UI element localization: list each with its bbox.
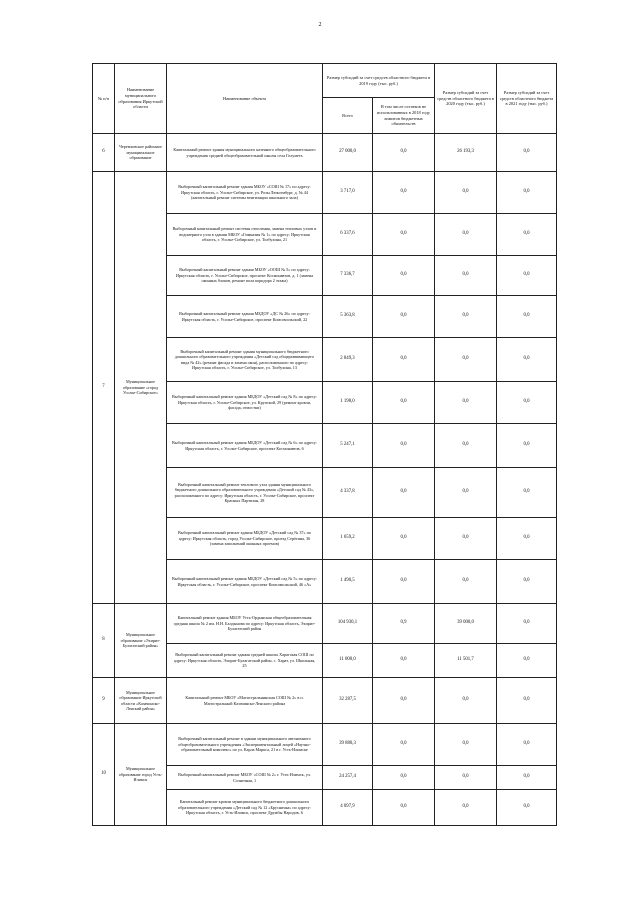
- subsidy-2020: 0,0: [435, 214, 497, 256]
- subsidy-2021: 0,0: [497, 518, 557, 560]
- subsidy-2021: 0,0: [497, 338, 557, 382]
- header-row-1: [93, 64, 557, 98]
- subsidy-2021: 0,0: [497, 644, 557, 678]
- subsidy-2019-total: 1 659,2: [323, 518, 373, 560]
- subsidy-2019-unused: 0,0: [373, 468, 435, 518]
- subsidy-2021: 0,0: [497, 790, 557, 826]
- municipality-name: Муниципальное образование Иркутской области «Казачинско-Ленский район»: [115, 678, 167, 724]
- table-row: [93, 172, 557, 214]
- subsidy-2019-unused: 0,0: [373, 172, 435, 214]
- subsidy-2020: 0,0: [435, 790, 497, 826]
- header-total: Всего: [323, 98, 373, 134]
- subsidy-2021: 0,0: [497, 468, 557, 518]
- subsidy-2021: 0,0: [497, 604, 557, 644]
- object-name: Выборочный капитальный ремонт здания средней школы Харатская СОШ по адресу: Иркутская область, Эхирит-Булагатский район, с. Харат, ул. Школьная, 25: [167, 644, 323, 678]
- subsidy-2019-unused: 0,0: [373, 790, 435, 826]
- subsidy-2019-unused: 0,0: [373, 424, 435, 468]
- subsidy-2019-unused: 0,0: [373, 256, 435, 296]
- subsidy-2019-total: 4 337,8: [323, 468, 373, 518]
- header-subsidy-2021: Размер субсидий за счет средств областного бюджета в 2021 году (тыс. руб.): [497, 64, 557, 134]
- subsidy-2020: 0,0: [435, 296, 497, 338]
- subsidy-2019-total: 39 880,3: [323, 724, 373, 766]
- subsidy-2020: 0,0: [435, 678, 497, 724]
- subsidy-2019-unused: 0,9: [373, 604, 435, 644]
- subsidy-2020: 0,0: [435, 338, 497, 382]
- subsidy-2021: 0,0: [497, 424, 557, 468]
- header-num: № п/п: [93, 64, 115, 134]
- object-name: Выборочный капитальный ремонт здания МБДОУ «ДС № 26» по адресу: Иркутская область, г. Усолье-Сибирское, проспект Комсомольский, 22: [167, 296, 323, 338]
- subsidy-2021: 0,0: [497, 766, 557, 790]
- object-name: Выборочный капитальный ремонт МБОУ «СОШ № 2» г. Усть-Илимск, ул. Солнечная, 1: [167, 766, 323, 790]
- municipality-name: Черемховское районное муниципальное образование: [115, 134, 167, 172]
- subsidy-2020: 0,0: [435, 560, 497, 604]
- subsidy-2019-unused: 0,0: [373, 382, 435, 424]
- subsidy-2019-total: 5 363,8: [323, 296, 373, 338]
- object-name: Капитальный ремонт кровли муниципального бюджетного дошкольного образовательного учреждения «Детский сад № 12 «Брусничка» по адресу: Иркутская область, г. Усть-Илимск, проспект Дружбы Народов, 6: [167, 790, 323, 826]
- object-name: Выборочный капитальный ремонт здания МБОУ «ООШ № 5» по адресу: Иркутская область, г. Усолье-Сибирское, проспект Космонавтов, д. 1 (замена оконных блоков, ремонт пола коридора 2 этажа): [167, 256, 323, 296]
- subsidy-2020: 0,0: [435, 468, 497, 518]
- page-number: 2: [318, 22, 322, 28]
- subsidy-2019-unused: 0,0: [373, 560, 435, 604]
- subsidy-2020: 0,0: [435, 424, 497, 468]
- subsidy-2020: 0,0: [435, 256, 497, 296]
- subsidy-2020: 0,0: [435, 518, 497, 560]
- subsidy-2019-total: 2 849,3: [323, 338, 373, 382]
- subsidy-2019-total: 11 000,0: [323, 644, 373, 678]
- row-number: 9: [93, 678, 115, 724]
- table-row: [93, 724, 557, 766]
- subsidy-2021: 0,0: [497, 214, 557, 256]
- object-name: Капитальный ремонт МБОУ «Магистральнинская СОШ № 2» в п. Магистральный Казачинско-Ленского района: [167, 678, 323, 724]
- subsidy-2019-unused: 0,0: [373, 766, 435, 790]
- subsidy-2020: 39 000,0: [435, 604, 497, 644]
- subsidy-2019-unused: 0,0: [373, 338, 435, 382]
- subsidy-2019-total: 3 717,0: [323, 172, 373, 214]
- row-number: 10: [93, 724, 115, 826]
- header-subsidy-2019: Размер субсидий за счет средств областного бюджета в 2019 году (тыс. руб.): [323, 64, 435, 98]
- subsidy-2019-total: 32 287,5: [323, 678, 373, 724]
- header-municipality: Наименование муниципального образования Иркутской области: [115, 64, 167, 134]
- subsidy-2021: 0,0: [497, 296, 557, 338]
- municipality-name: Муниципальное образование «Эхирит-Булагатский район»: [115, 604, 167, 678]
- row-number: 6: [93, 134, 115, 172]
- table-row: [93, 134, 557, 172]
- object-name: Выборочный капитальный ремонт здания МБОУ «СОШ № 17» по адресу: Иркутская область, г. Усолье-Сибирское, ул. Розы Люксембург, д. № 44 (капитальный ремонт системы вентиляции школьного зала): [167, 172, 323, 214]
- subsidy-2019-total: 1 490,5: [323, 560, 373, 604]
- row-number: 7: [93, 172, 115, 604]
- subsidy-2020: 0,0: [435, 382, 497, 424]
- subsidy-2019-unused: 0,0: [373, 296, 435, 338]
- subsidy-2019-unused: 0,0: [373, 214, 435, 256]
- subsidy-2020: 0,0: [435, 172, 497, 214]
- municipality-name: Муниципальное образование «город Усолье-Сибирское»: [115, 172, 167, 604]
- subsidy-2019-unused: 0,0: [373, 678, 435, 724]
- subsidy-2019-total: 24 257,4: [323, 766, 373, 790]
- subsidy-2021: 0,0: [497, 560, 557, 604]
- subsidy-2021: 0,0: [497, 678, 557, 724]
- object-name: Выборочный капитальный ремонт здания муниципального бюджетного дошкольного образовательного учреждения «Детский сад общеразвивающего вида № 42» (ремонт фасада и замена окон), расположенного по адресу: Иркутская область, г. Усолье-Сибирское, ул. Толбухина, 13: [167, 338, 323, 382]
- subsidy-2020: 0,0: [435, 724, 497, 766]
- table-row: [93, 604, 557, 644]
- header-subsidy-2020: Размер субсидий за счет средств областного бюджета в 2020 году (тыс. руб.): [435, 64, 497, 134]
- subsidy-2021: 0,0: [497, 382, 557, 424]
- subsidy-2019-total: 7 336,7: [323, 256, 373, 296]
- municipality-name: Муниципальное образование город Усть-Илимск: [115, 724, 167, 826]
- subsidy-2020: 26 193,3: [435, 134, 497, 172]
- header-object: Наименование объекта: [167, 64, 323, 134]
- subsidy-2020: 11 501,7: [435, 644, 497, 678]
- subsidy-table: [92, 63, 557, 826]
- header-including-unused: В том числе остатков не использованных в 2018 году лимитов бюджетных обязательств: [373, 98, 435, 134]
- row-number: 8: [93, 604, 115, 678]
- subsidy-2020: 0,0: [435, 766, 497, 790]
- subsidy-2019-total: 5 247,1: [323, 424, 373, 468]
- subsidy-2019-unused: 0,0: [373, 644, 435, 678]
- subsidy-2019-unused: 0,0: [373, 518, 435, 560]
- subsidy-2019-unused: 0,0: [373, 724, 435, 766]
- subsidy-2019-total: 104 930,1: [323, 604, 373, 644]
- subsidy-2019-unused: 0,0: [373, 134, 435, 172]
- object-name: Капитальный ремонт здания МБОУ Усть-Ордынская общеобразовательная средняя школа № 2 им. Н.Н. Балдынова по адресу: Иркутская область, Эхирит-Булагатский район: [167, 604, 323, 644]
- subsidy-2021: 0,0: [497, 724, 557, 766]
- object-name: Выборочный капитальный ремонт здания МБДОУ «Детский сад № 5» по адресу: Иркутская область, г. Усолье-Сибирское, проспект Комсомольский, 46 «А»: [167, 560, 323, 604]
- object-name: Выборочный капитальный ремонт в здании муниципального автономного общеобразовательного учреждения «Экспериментальный лицей «Научно-образовательный комплекс» по ул. Карла Маркса, 21 в г. Усть-Илимске: [167, 724, 323, 766]
- subsidy-2019-total: 27 000,0: [323, 134, 373, 172]
- subsidy-2021: 0,0: [497, 256, 557, 296]
- subsidy-2021: 0,0: [497, 134, 557, 172]
- subsidy-2019-total: 6 337,6: [323, 214, 373, 256]
- subsidy-2019-total: 1 198,0: [323, 382, 373, 424]
- object-name: Выборочный капитальный ремонт здания МБДОУ «Детский сад № 37» по адресу: Иркутская область, город Усолье-Сибирское, проезд Серёгина, 36 (замена заполнений оконных проемов): [167, 518, 323, 560]
- object-name: Выборочный капитальный ремонт системы отопления, замена тепловых узлов и водомерного узла в здании МБОУ «Гимназия № 1» по адресу: Иркутская область, г. Усолье-Сибирское, ул. Толбухина, 21: [167, 214, 323, 256]
- object-name: Выборочный капитальный ремонт здания МБДОУ «Детский сад № 8» по адресу: Иркутская область, г. Усолье-Сибирское, ул. Крупской, 29 (ремонт кровли, фасада, отмостки): [167, 382, 323, 424]
- object-name: Выборочный капитальный ремонт теплового узла здания муниципального бюджетного дошкольного образовательного учреждения «Детский сад № 43», расположенного по адресу: Иркутская область, г. Усолье-Сибирское, проспект Красных Партизан, 28: [167, 468, 323, 518]
- object-name: Капитальный ремонт здания муниципального казенного общеобразовательного учреждения средней общеобразовательной школы села Голуметь: [167, 134, 323, 172]
- subsidy-2019-total: 4 097,9: [323, 790, 373, 826]
- table-row: [93, 678, 557, 724]
- object-name: Выборочный капитальный ремонт здания МБДОУ «Детский сад № 6» по адресу: Иркутская область, г. Усолье-Сибирское, проспект Космонавтов, 6: [167, 424, 323, 468]
- subsidy-2021: 0,0: [497, 172, 557, 214]
